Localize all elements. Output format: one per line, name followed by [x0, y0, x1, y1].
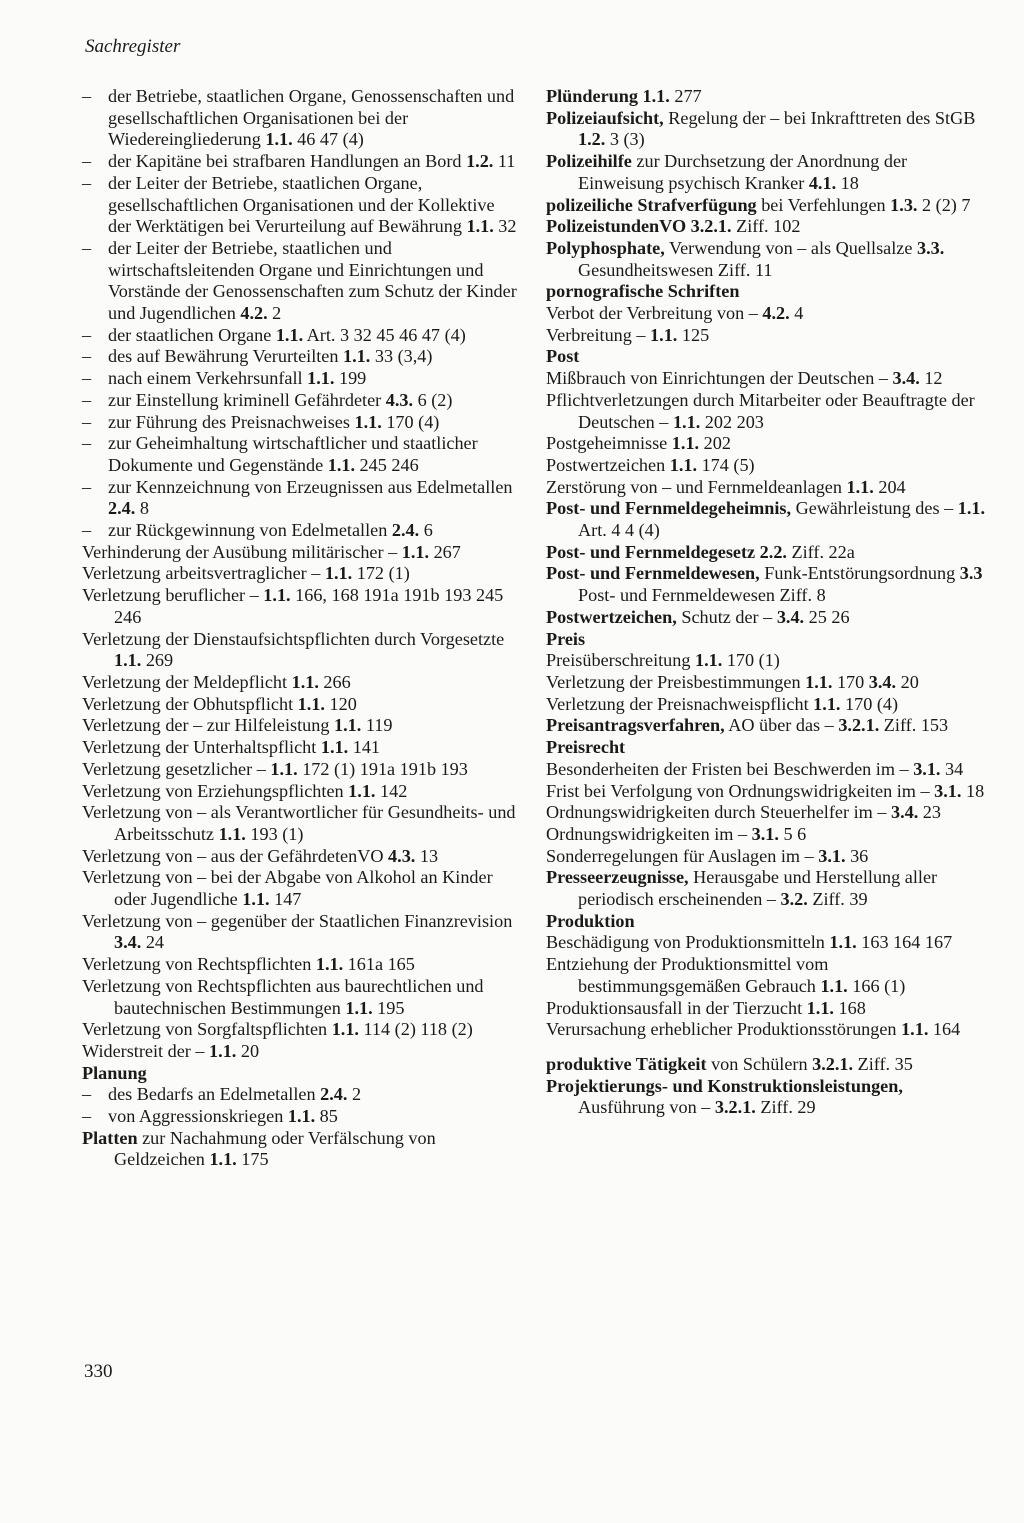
entry-text: 170 (4)	[381, 411, 440, 432]
entry-text: 32	[493, 216, 517, 237]
entry-text: 8	[135, 498, 149, 519]
entry-text: 174 (5)	[697, 454, 755, 475]
entry-text: 142	[375, 780, 408, 801]
entry-text: 193 (1)	[245, 823, 304, 844]
entry-text: 18	[836, 172, 859, 193]
index-entry	[546, 325, 992, 347]
index-entry	[82, 715, 522, 737]
entry-text: Verletzung der – zur Hilfeleistung	[82, 715, 335, 736]
index-subentry	[82, 346, 522, 368]
entry-text: von Schülern	[706, 1053, 813, 1074]
index-entry	[546, 216, 992, 238]
entry-text: Widerstreit der –	[82, 1040, 210, 1061]
entry-text: der Kapitäne bei strafbaren Handlungen an Bord	[108, 151, 467, 172]
entry-bold-text: 4.3.	[388, 845, 416, 866]
entry-text: 163 164 167	[856, 932, 953, 953]
index-entry	[82, 781, 522, 803]
entry-text: Schutz der –	[676, 606, 777, 627]
entry-bold-text: 1.1.	[345, 997, 373, 1018]
entry-bold-text: 1.1.	[209, 1040, 237, 1061]
entry-text: 33 (3,4)	[370, 346, 433, 367]
entry-text: 11	[493, 151, 516, 172]
entry-text: Ziff. 35	[853, 1053, 913, 1074]
entry-text: 114 (2) 118 (2)	[358, 1019, 473, 1040]
entry-text: Herausgabe und Herstellung aller periodisch erscheinenden –	[578, 867, 938, 910]
entry-text: Verletzung von Erziehungspflichten	[82, 780, 349, 801]
index-subentry	[82, 325, 522, 347]
index-entry	[82, 759, 522, 781]
entry-bold-text: 1.1.	[315, 954, 344, 975]
entry-bold-text: polizeiliche Strafverfügung	[546, 194, 757, 215]
entry-text: der Leiter der Betriebe, staatlichen und wirtschaftsleitenden Organe und Einrichtungen und Vorstände der Genossenschaften zum Schutz der Kinder und Jugendlichen	[108, 237, 517, 324]
entry-text: der Leiter der Betriebe, staatlichen Organe, gesellschaftlichen Organisationen und der Kollektive der Werktätigen bei Verurteilung auf Bewährung	[108, 172, 495, 237]
entry-text: Verwendung von – als Quellsalze	[664, 237, 917, 258]
entry-bold-text: 1.2.	[578, 129, 606, 150]
entry-bold-text: Platten	[82, 1127, 138, 1148]
entry-text: 120	[324, 693, 357, 714]
index-entry	[546, 86, 992, 108]
index-entry	[546, 802, 992, 824]
entry-bold-text: Postwertzeichen,	[546, 606, 677, 627]
entry-text: Verletzung von Rechtspflichten aus baurechtlichen und bautechnischen Bestimmungen	[82, 975, 484, 1018]
entry-bold-text: 1.1.	[820, 975, 848, 996]
entry-text: 85	[315, 1106, 338, 1127]
entry-text: Verletzung der Preisbestimmungen	[546, 671, 806, 692]
entry-bold-text: 3.1.	[934, 780, 962, 801]
entry-text: zur Einstellung kriminell Gefährdeter	[108, 389, 386, 410]
entry-bold-text: 1.1.	[114, 650, 142, 671]
entry-text: 164	[928, 1019, 961, 1040]
entry-text: 172 (1)	[352, 563, 410, 584]
entry-bold-text: Presseerzeugnisse,	[546, 867, 689, 888]
entry-bold-text: 1.1.	[291, 671, 319, 692]
entry-text: Verletzung gesetzlicher –	[82, 758, 271, 779]
entry-bold-text: Post- und Fernmeldewesen,	[546, 563, 760, 584]
entry-text: 13	[415, 845, 439, 866]
entry-bold-text: 1.1.	[695, 650, 723, 671]
entry-bold-text: 1.1.	[671, 433, 700, 454]
index-entry	[546, 998, 992, 1020]
entry-text: 18	[961, 780, 985, 801]
entry-bold-text: Post- und Fernmeldegeheimnis,	[546, 498, 792, 519]
entry-bold-text: 4.2.	[762, 303, 790, 324]
index-entry	[546, 715, 992, 737]
index-entry	[546, 1076, 992, 1119]
entry-text: 2	[347, 1084, 362, 1105]
index-subentry	[82, 368, 522, 390]
index-entry	[546, 195, 992, 217]
entry-text: 20	[236, 1040, 260, 1061]
index-entry	[82, 672, 522, 694]
entry-text: Produktionsausfall in der Tierzucht	[546, 997, 807, 1018]
index-entry	[82, 867, 522, 910]
entry-text: zur Geheimhaltung wirtschaftlicher und staatlicher Dokumente und Gegenstände	[108, 433, 478, 475]
entry-bold-text: 1.1.	[307, 368, 335, 389]
entry-text: Funk-Entstörungsordnung	[759, 563, 960, 584]
index-entry	[546, 1019, 992, 1041]
entry-bold-text: 1.1.	[327, 454, 355, 475]
index-entry	[82, 542, 522, 564]
entry-bold-text: 1.1.	[466, 216, 494, 237]
index-heading	[546, 911, 992, 933]
entry-text: 166 (1)	[847, 975, 906, 996]
index-entry	[546, 1054, 992, 1076]
index-entry	[546, 932, 992, 954]
entry-bold-text: 3.4.	[868, 671, 897, 692]
index-subentry	[82, 238, 522, 325]
entry-bold-text: 1.1.	[813, 693, 841, 714]
index-entry	[546, 151, 992, 194]
index-entry	[82, 1019, 522, 1041]
entry-spacer	[546, 1041, 992, 1054]
index-subentry	[82, 1106, 522, 1128]
entry-text: 204	[873, 476, 906, 497]
entry-text: 2	[267, 303, 282, 324]
index-entry	[546, 759, 992, 781]
entry-text: Beschädigung von Produktionsmitteln	[546, 932, 830, 953]
entry-bold-text: 3.2.	[780, 889, 808, 910]
entry-text: Ziff. 102	[731, 216, 801, 237]
entry-bold-text: Preisantragsverfahren,	[546, 715, 725, 736]
entry-text: des Bedarfs an Edelmetallen	[108, 1084, 321, 1105]
entry-text: Ordnungswidrigkeiten durch Steuerhelfer im –	[546, 802, 891, 823]
entry-text: 141	[348, 737, 380, 758]
entry-bold-text: 1.1.	[354, 411, 382, 432]
entry-text: Verletzung der Unterhaltspflicht	[82, 737, 321, 758]
entry-text: 195	[372, 997, 405, 1018]
entry-bold-text: 3.2.1.	[812, 1053, 854, 1074]
entry-bold-text: 1.1.	[348, 780, 376, 801]
entry-text: Verletzung beruflicher –	[82, 585, 264, 606]
entry-bold-text: 3.2.1.	[690, 216, 732, 237]
entry-text: 4	[789, 303, 804, 324]
index-heading	[546, 281, 992, 303]
entry-text: zur Führung des Preisnachweises	[108, 411, 355, 432]
entry-text: der Betriebe, staatlichen Organe, Genossenschaften und gesellschaftlichen Organisationen bei der Wiedereingliederung	[108, 86, 515, 150]
entry-text: Art. 3 32 45 46 47 (4)	[303, 324, 466, 345]
entry-bold-text: 1.1.	[401, 541, 430, 562]
index-entry	[546, 108, 992, 151]
entry-bold-text: 1.1.	[650, 324, 678, 345]
index-entry	[546, 607, 992, 629]
entry-text: 2 (2) 7	[917, 194, 971, 215]
index-entry	[546, 650, 992, 672]
entry-text: Verletzung arbeitsvertraglicher –	[82, 563, 325, 584]
entry-bold-text: 3.1.	[818, 845, 846, 866]
index-entry	[546, 672, 992, 694]
entry-text: des auf Bewährung Verurteilten	[108, 346, 344, 367]
entry-bold-text: Post- und Fernmeldegesetz	[546, 541, 756, 562]
entry-text: 36	[845, 845, 869, 866]
entry-bold-text: Polizeiaufsicht,	[546, 107, 664, 128]
entry-bold-text: Produktion	[546, 910, 635, 931]
index-entry	[82, 911, 522, 954]
entry-text: nach einem Verkehrsunfall	[108, 368, 308, 389]
running-header: Sachregister	[85, 36, 181, 57]
entry-text: Mißbrauch von Einrichtungen der Deutschen –	[546, 368, 893, 389]
index-entry	[82, 694, 522, 716]
entry-text: 24	[141, 932, 165, 953]
index-entry	[82, 976, 522, 1019]
entry-text: der staatlichen Organe	[108, 324, 276, 345]
entry-bold-text: 1.1.	[263, 585, 291, 606]
entry-text: 34	[940, 758, 964, 779]
entry-bold-text: Post	[546, 346, 580, 367]
index-heading	[82, 1063, 522, 1085]
index-entry	[546, 390, 992, 433]
entry-text: 23	[918, 802, 941, 823]
entry-bold-text: 4.2.	[240, 303, 268, 324]
index-entry	[82, 629, 522, 672]
entry-bold-text: 2.4.	[108, 498, 136, 519]
entry-bold-text: 3.2.1.	[838, 715, 880, 736]
entry-bold-text: Planung	[82, 1062, 147, 1083]
entry-text: 119	[361, 715, 393, 736]
entry-text: Besonderheiten der Fristen bei Beschwerden im –	[546, 758, 914, 779]
entry-bold-text: 3.4.	[776, 606, 805, 627]
entry-text: Pflichtverletzungen durch Mitarbeiter oder Beauftragte der Deutschen –	[546, 389, 975, 432]
index-heading	[546, 737, 992, 759]
entry-bold-text: 1.1.	[242, 889, 270, 910]
entry-text: Gesundheitswesen Ziff. 11	[578, 259, 773, 280]
entry-bold-text: 3.1.	[913, 758, 941, 779]
entry-text: 202	[699, 433, 731, 454]
entry-bold-text: 1.1.	[806, 997, 834, 1018]
entry-text: Frist bei Verfolgung von Ordnungswidrigkeiten im –	[546, 780, 935, 801]
entry-text: zur Durchsetzung der Anordnung der Einweisung psychisch Kranker	[578, 151, 908, 193]
entry-bold-text: Projektierungs- und Konstruktionsleistungen,	[546, 1075, 903, 1096]
entry-bold-text: 1.1.	[320, 737, 349, 758]
entry-bold-text: 1.1.	[957, 498, 985, 519]
entry-bold-text: Polizeihilfe	[546, 151, 632, 172]
index-entry	[82, 737, 522, 759]
index-entry	[82, 1128, 522, 1171]
entry-text: 172 (1) 191a 191b 193	[297, 758, 468, 779]
entry-text: 267	[429, 541, 461, 562]
index-entry	[546, 368, 992, 390]
entry-bold-text: 3.4.	[890, 802, 919, 823]
entry-text: zur Nachahmung oder Verfälschung von Geldzeichen	[114, 1127, 436, 1170]
entry-bold-text: 1.1.	[287, 1106, 316, 1127]
entry-text: Ausführung von –	[578, 1097, 715, 1118]
index-subentry	[82, 1084, 522, 1106]
entry-bold-text: 3.1.	[751, 823, 779, 844]
entry-text: Verhinderung der Ausübung militärischer –	[82, 541, 402, 562]
entry-bold-text: Polyphosphate,	[546, 237, 665, 258]
entry-text: Postwertzeichen	[546, 454, 670, 475]
entry-text: Verursachung erheblicher Produktionsstörungen	[546, 1019, 902, 1040]
entry-bold-text: 1.1.	[297, 693, 325, 714]
entry-bold-text: pornografische Schriften	[546, 281, 740, 302]
index-entry	[82, 585, 522, 628]
entry-bold-text: Plünderung	[546, 86, 638, 106]
entry-bold-text: 1.1.	[901, 1019, 929, 1040]
index-entry	[82, 563, 522, 585]
entry-text: Verletzung der Obhutspflicht	[82, 693, 298, 714]
entry-bold-text: 1.1.	[265, 129, 293, 150]
index-entry	[82, 1041, 522, 1063]
entry-text: Verletzung von – bei der Abgabe von Alkohol an Kinder oder Jugendliche	[82, 867, 493, 910]
index-entry	[546, 455, 992, 477]
entry-text: 5 6	[778, 823, 807, 844]
entry-text: Postgeheimnisse	[546, 433, 672, 454]
entry-text: Verletzung von Sorgfaltspflichten	[82, 1019, 332, 1040]
entry-text: 269	[141, 650, 174, 671]
entry-text: 245 246	[355, 454, 419, 475]
entry-text: 170 (1)	[722, 650, 780, 671]
index-subentry	[82, 477, 522, 520]
entry-text: von Aggressionskriegen	[108, 1106, 288, 1127]
entry-text: 168	[833, 997, 866, 1018]
entry-text: Preisüberschreitung	[546, 650, 695, 671]
entry-text: 266	[318, 671, 351, 692]
entry-bold-text: 2.4.	[391, 520, 420, 541]
index-entry	[546, 498, 992, 541]
entry-bold-text: Preis	[546, 628, 586, 649]
index-entry	[82, 846, 522, 868]
index-entry	[82, 802, 522, 845]
entry-text: 170	[832, 671, 869, 692]
entry-text: 202 203	[700, 411, 764, 432]
index-subentry	[82, 433, 522, 476]
entry-text: 12	[919, 368, 943, 389]
entry-text: Art. 4 4 (4)	[578, 520, 660, 541]
index-subentry	[82, 86, 522, 151]
entry-bold-text: 1.1.	[642, 86, 670, 106]
entry-text: 125	[677, 324, 710, 345]
entry-bold-text: 2.4.	[320, 1084, 348, 1105]
left-column	[82, 86, 522, 1171]
entry-text: 166, 168 191a 191b 193 245 246	[114, 585, 504, 627]
entry-text: Ziff. 153	[879, 715, 949, 736]
entry-text: Verbreitung –	[546, 324, 651, 345]
entry-text: Verletzung der Preisnachweispflicht	[546, 693, 814, 714]
entry-text: Regelung der – bei Inkrafttreten des StGB	[663, 107, 976, 128]
entry-text: Post- und Fernmeldewesen Ziff. 8	[578, 585, 826, 606]
entry-bold-text: 1.1.	[331, 1019, 359, 1040]
index-subentry	[82, 151, 522, 173]
index-subentry	[82, 390, 522, 412]
entry-bold-text: 1.3.	[890, 194, 918, 215]
entry-text: 277	[669, 86, 702, 106]
index-entry	[546, 433, 992, 455]
page-number: 330	[84, 1361, 113, 1382]
entry-text: 147	[269, 889, 302, 910]
entry-bold-text: Preisrecht	[546, 737, 626, 758]
entry-text: Verletzung von Rechtspflichten	[82, 954, 316, 975]
entry-text: Ziff. 29	[755, 1097, 816, 1118]
index-entry	[546, 846, 992, 868]
entry-bold-text: 1.1.	[270, 758, 298, 779]
index-entry	[546, 867, 992, 910]
entry-text: 170 (4)	[840, 693, 899, 714]
entry-bold-text: 1.1.	[669, 454, 698, 475]
entry-text: 25 26	[804, 606, 850, 627]
entry-bold-text: 4.1.	[808, 172, 837, 193]
entry-text: AO über das –	[724, 715, 839, 736]
entry-text: Verletzung der Dienstaufsichtspflichten durch Vorgesetzte	[82, 628, 505, 649]
entry-text: Verletzung von – als Verantwortlicher für Gesundheits- und Arbeitsschutz	[82, 802, 516, 844]
entry-text: 6	[419, 520, 433, 541]
entry-text: 3 (3)	[605, 129, 645, 150]
index-entry	[546, 781, 992, 803]
entry-bold-text: 1.1.	[209, 1149, 237, 1170]
entry-bold-text: PolizeistundenVO	[546, 216, 687, 237]
entry-text: bei Verfehlungen	[756, 194, 891, 215]
entry-text: zur Kennzeichnung von Erzeugnissen aus Edelmetallen	[108, 476, 513, 497]
entry-text: 199	[334, 368, 367, 389]
entry-bold-text: 1.1.	[324, 563, 353, 584]
index-subentry	[82, 520, 522, 542]
entry-bold-text: 1.1.	[334, 715, 362, 736]
index-entry	[546, 477, 992, 499]
entry-text: Gewährleistung des –	[791, 498, 958, 519]
entry-text: 6 (2)	[413, 389, 453, 410]
index-entry	[546, 238, 992, 281]
index-heading	[546, 629, 992, 651]
entry-text: Entziehung der Produktionsmittel vom bestimmungsgemäßen Gebrauch	[546, 954, 829, 996]
entry-text: Ziff. 22a	[786, 541, 855, 562]
index-entry	[546, 954, 992, 997]
entry-text: Ordnungswidrigkeiten im –	[546, 823, 752, 844]
entry-text: Verletzung von – gegenüber der Staatlichen Finanzrevision	[82, 910, 513, 931]
entry-bold-text: 1.1.	[846, 476, 874, 497]
entry-bold-text: 1.2.	[466, 151, 494, 172]
entry-bold-text: 3.4.	[114, 932, 142, 953]
entry-text: 46 47 (4)	[292, 129, 364, 150]
right-column	[546, 86, 992, 1119]
entry-text: Sonderregelungen für Auslagen im –	[546, 845, 819, 866]
entry-text: zur Rückgewinnung von Edelmetallen	[108, 520, 392, 541]
entry-bold-text: 4.3.	[385, 389, 414, 410]
entry-bold-text: 1.1.	[805, 671, 833, 692]
entry-text: 161a 165	[343, 954, 415, 975]
entry-bold-text: 3.3.	[916, 237, 945, 258]
entry-bold-text: 2.2.	[759, 541, 787, 562]
entry-bold-text: 3.3	[959, 563, 983, 584]
entry-text: Verletzung von – aus der GefährdetenVO	[82, 845, 389, 866]
entry-bold-text: 1.1.	[218, 823, 246, 844]
entry-bold-text: 1.1.	[343, 346, 371, 367]
index-entry	[546, 824, 992, 846]
index-entry	[546, 303, 992, 325]
entry-text: 175	[236, 1149, 269, 1170]
entry-bold-text: produktive Tätigkeit	[546, 1053, 707, 1074]
entry-text: Verbot der Verbreitung von –	[546, 303, 763, 324]
entry-text: 20	[896, 671, 919, 692]
index-subentry	[82, 173, 522, 238]
index-entry	[546, 542, 992, 564]
entry-bold-text: 1.1.	[829, 932, 857, 953]
entry-bold-text: 3.2.1.	[714, 1097, 756, 1118]
index-subentry	[82, 412, 522, 434]
entry-bold-text: 1.1.	[672, 411, 701, 432]
index-heading	[546, 346, 992, 368]
entry-text: Ziff. 39	[807, 889, 868, 910]
entry-text: Zerstörung von – und Fernmeldeanlagen	[546, 476, 847, 497]
index-entry	[82, 954, 522, 976]
entry-text: Verletzung der Meldepflicht	[82, 671, 292, 692]
index-entry	[546, 563, 992, 606]
index-entry	[546, 694, 992, 716]
entry-bold-text: 3.4.	[892, 368, 920, 389]
entry-bold-text: 1.1.	[275, 324, 304, 345]
